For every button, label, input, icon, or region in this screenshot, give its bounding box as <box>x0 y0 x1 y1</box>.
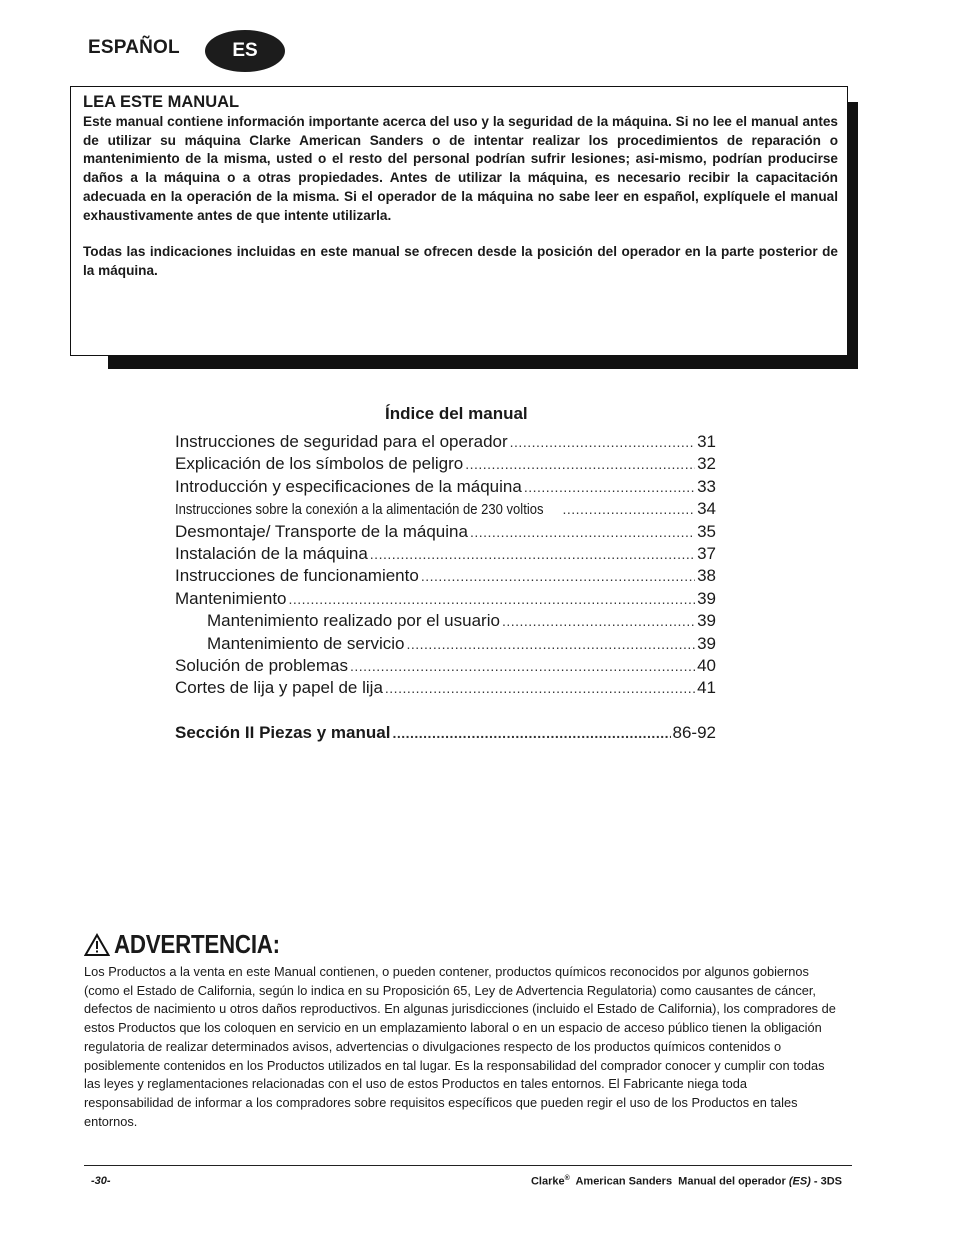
toc-entry-page: 34 <box>697 499 716 519</box>
toc-leader <box>385 680 695 696</box>
toc-leader <box>370 546 695 562</box>
toc-entry[interactable] <box>175 566 716 588</box>
toc-entry-label: Instrucciones sobre la conexión a la alimentación de 230 voltios <box>175 502 544 519</box>
toc-entry-page: 38 <box>697 566 716 586</box>
notice-paragraph: Este manual contiene información importante acerca del uso y la seguridad de la máquina. Si no lee el manual antes de utilizar su máquina Clarke American Sanders o de intentar realizar los procedimientos de reparación o mantenimiento de la misma, usted o el resto del personal podrían sufrir lesiones; asi-mismo, podrían producirse daños a la máquina o a otras propiedades. Antes de utilizar la máquina, es necesario recibir la capacitación adecuada en la operación de la misma. Si el operador de la máquina no sabe leer en español, explíquele el manual exhaustivamente antes de que intente utilizarla. <box>83 114 838 223</box>
toc-leader <box>502 613 695 629</box>
footer-lang: (ES) <box>788 1175 811 1188</box>
toc-entry-label: Mantenimiento realizado por el usuario <box>207 611 500 631</box>
notice-paragraph: Todas las indicaciones incluidas en este manual se ofrecen desde la posición del operador en la parte posterior de la máquina. <box>83 244 838 278</box>
toc-entry-label: Explicación de los símbolos de peligro <box>175 454 464 474</box>
toc-entry[interactable] <box>175 522 716 544</box>
toc-leader <box>465 456 695 472</box>
page-number: -30- <box>91 1175 111 1187</box>
toc-entry[interactable] <box>175 499 716 521</box>
toc-entry-label: Sección II Piezas y manual <box>175 722 391 742</box>
registered-mark: ® <box>564 1175 570 1182</box>
toc-leader <box>510 434 695 450</box>
toc-entry[interactable] <box>175 589 716 611</box>
toc-entry-page: 39 <box>697 611 716 631</box>
table-of-contents <box>175 432 716 745</box>
toc-entry-label: Instrucciones de seguridad para el operador <box>175 432 508 451</box>
toc-entry[interactable] <box>175 544 716 566</box>
notice-title: LEA ESTE MANUAL <box>83 93 240 111</box>
toc-leader <box>392 725 670 741</box>
toc-entry-page: 39 <box>697 588 716 608</box>
toc-entry-label: Desmontaje/ Transporte de la máquina <box>175 521 468 541</box>
toc-leader <box>289 591 696 607</box>
toc-entry[interactable] <box>175 477 716 499</box>
toc-entry-page: 33 <box>697 476 716 496</box>
language-badge: ES <box>205 30 285 72</box>
toc-entry-label: Instrucciones de funcionamiento <box>175 566 419 586</box>
toc-entry-page: 86-92 <box>672 722 716 742</box>
footer-rule <box>84 1165 852 1166</box>
toc-entry-page: 31 <box>697 432 716 451</box>
warning-heading <box>84 929 307 960</box>
toc-entry-label: Cortes de lija y papel de lija <box>175 678 383 698</box>
footer-brand: Clarke <box>530 1175 565 1188</box>
toc-subentry[interactable] <box>175 634 716 656</box>
toc-entry-page: 39 <box>697 633 716 653</box>
warning-title: ADVERTENCIA: <box>114 929 280 959</box>
toc-entry-page: 32 <box>697 454 716 474</box>
footer-manual: American Sanders Manual del operador <box>569 1175 789 1188</box>
notice-box <box>70 86 848 356</box>
toc-entry-page: 40 <box>697 655 716 675</box>
toc-leader <box>421 568 695 584</box>
toc-entry-label: Instalación de la máquina <box>175 543 368 563</box>
toc-leader <box>470 524 695 540</box>
toc-leader <box>406 636 695 652</box>
toc-entry-label: Mantenimiento de servicio <box>207 633 405 653</box>
footer-model: - 3DS <box>810 1175 842 1188</box>
toc-entry-label: Solución de problemas <box>175 655 348 675</box>
toc-leader <box>524 479 695 495</box>
toc-entry-page: 37 <box>697 543 716 563</box>
toc-entry-label: Introducción y especificaciones de la máquina <box>175 476 522 496</box>
toc-entry-label: Mantenimiento <box>175 588 287 608</box>
warning-triangle-icon <box>84 933 110 957</box>
toc-title: Índice del manual <box>385 404 528 423</box>
toc-entry-page: 35 <box>697 521 716 541</box>
toc-entry[interactable] <box>175 656 716 678</box>
warning-text: Los Productos a la venta en este Manual contienen, o pueden contener, productos químicos reconocidos por algunos gobiernos (como el Estado de California, según lo indica en su Proposición 65, Ley de Advertencia Regulatoria) como causantes de cáncer, defectos de nacimiento u otros daños reproductivos. En algunas jurisdicciones (incluido el Estado de California), los compradores de estos Productos que los coloquen en servicio en un emplazamiento laboral o en un espacio de acceso público tienen la obligación regulatoria de realizar determinados avisos, advertencias o divulgaciones respecto de los productos químicos contenidos o posiblemente contenidos en los Productos utilizados en tal lugar. Es la responsabilidad del comprador conocer y cumplir con todas las leyes y reglamentaciones relacionadas con el uso de estos Productos en tales entornos. El Fabricante niega toda responsabilidad de informar a los compradores sobre requisitos específicos que pueden regir el uso de los Productos en tales entornos. <box>84 964 836 1129</box>
toc-entry[interactable] <box>175 432 716 454</box>
language-label: ESPAÑOL <box>88 37 180 58</box>
toc-subentry[interactable] <box>175 611 716 633</box>
toc-entry[interactable] <box>175 678 716 700</box>
toc-entry-page: 41 <box>697 678 716 698</box>
toc-section-entry[interactable] <box>175 723 716 745</box>
toc-leader <box>562 501 695 517</box>
toc-entry[interactable] <box>175 454 716 476</box>
toc-leader <box>350 658 695 674</box>
footer-title <box>531 1175 842 1188</box>
